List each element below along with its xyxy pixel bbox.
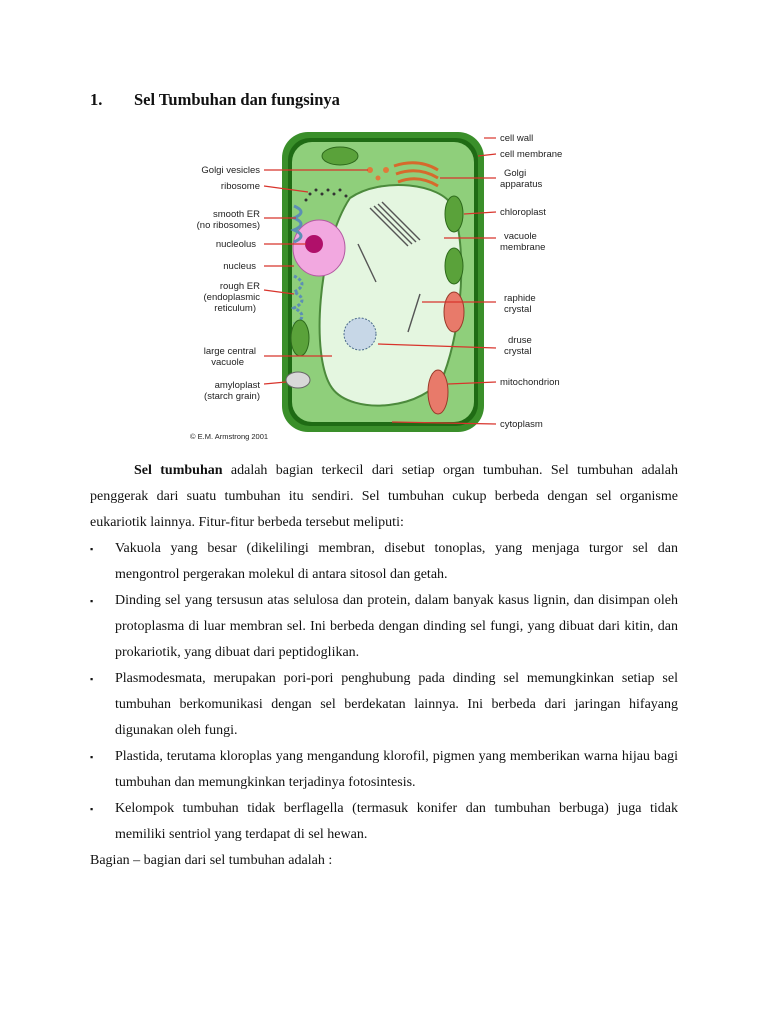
druse-crystal-shape: [344, 318, 376, 350]
amyloplast-shape: [286, 372, 310, 388]
label-smooth-er-note: (no ribosomes): [196, 220, 260, 231]
label-amyloplast: amyloplast: [214, 380, 260, 391]
label-mitochondrion: mitochondrion: [500, 377, 560, 388]
section-heading: [90, 90, 340, 110]
bullet-icon: ▪: [90, 544, 94, 554]
list-item: [90, 744, 678, 796]
list-item-text: Plasmodesmata, merupakan pori-pori penghubung pada dinding sel memungkinkan setiap sel tumbuhan berkomunikasi dengan sel berdekatan lainnya. Ini berbeda dari jaringan hifayang digunakan oleh fungi.: [115, 671, 678, 738]
plant-cell-diagram: [182, 126, 592, 448]
label-vacuole: vacuole: [211, 357, 244, 368]
label-druse: druse: [508, 335, 532, 346]
heading-number: 1.: [90, 90, 103, 109]
label-rough-er-note-1: (endoplasmic: [203, 292, 260, 303]
label-cell-membrane: cell membrane: [500, 149, 563, 160]
label-chloroplast: chloroplast: [500, 207, 546, 218]
closing-line: Bagian – bagian dari sel tumbuhan adalah :: [90, 853, 333, 868]
bullet-icon: ▪: [90, 752, 94, 762]
label-nucleus: nucleus: [223, 261, 256, 272]
bullet-icon: ▪: [90, 804, 94, 814]
label-rough-er: rough ER: [219, 281, 260, 292]
label-vacuole-membrane: membrane: [500, 242, 546, 253]
list-item-text: Plastida, terutama kloroplas yang mengandung klorofil, pigmen yang memberikan warna hijau bagi tumbuhan dan memungkinkan terjadinya fotosintesis.: [115, 749, 678, 790]
label-smooth-er: smooth ER: [213, 209, 260, 220]
label-raphide: raphide: [504, 293, 536, 304]
list-item: [90, 536, 678, 588]
intro-paragraph: [90, 458, 678, 536]
figure-credit: © E.M. Armstrong 2001: [190, 432, 269, 441]
feature-list: [90, 536, 678, 848]
label-golgi-vesicles: Golgi vesicles: [201, 165, 260, 176]
label-ribosome: ribosome: [220, 181, 260, 192]
list-item: [90, 796, 678, 848]
list-item-text: Vakuola yang besar (dikelilingi membran, disebut tonoplas, yang menjaga turgor sel dan mengontrol pergerakan molekul di antara sitosol dan getah.: [115, 541, 678, 582]
label-raphide-crystal: crystal: [504, 304, 532, 315]
label-large-central: large central: [203, 346, 256, 357]
body-text: [90, 458, 678, 874]
list-item: [90, 666, 678, 744]
heading-title: Sel Tumbuhan dan fungsinya: [134, 90, 340, 109]
label-rough-er-note-2: reticulum): [214, 303, 256, 314]
label-vacuole-top: vacuole: [504, 231, 537, 242]
label-golgi: Golgi: [504, 168, 527, 179]
intro-bold-term: Sel tumbuhan: [134, 463, 223, 478]
intro-text: adalah bagian terkecil dari setiap organ tumbuhan. Sel tumbuhan adalah penggerak dari suatu tumbuhan itu sendiri. Sel tumbuhan cukup berbeda dengan sel organisme eukariotik lainnya. Fitur-fitur berbeda tersebut meliputi:: [90, 463, 678, 530]
label-starch-grain: (starch grain): [204, 391, 260, 402]
bullet-icon: ▪: [90, 674, 94, 684]
label-golgi-apparatus: apparatus: [500, 179, 543, 190]
list-item-text: Kelompok tumbuhan tidak berflagella (termasuk konifer dan tumbuhan berbuga) juga tidak memiliki sentriol yang terdapat di sel hewan.: [115, 801, 678, 842]
nucleolus-shape: [305, 235, 323, 253]
label-cell-wall: cell wall: [500, 133, 534, 144]
label-cytoplasm: cytoplasm: [500, 419, 543, 430]
bullet-icon: ▪: [90, 596, 94, 606]
label-nucleolus: nucleolus: [215, 239, 256, 250]
list-item-text: Dinding sel yang tersusun atas selulosa dan protein, dalam banyak kasus lignin, dan disimpan oleh protoplasma di luar membran sel. Ini berbeda dengan dinding sel fungi, yang dibuat dari kitin, dan prokariotik, yang dibuat dari peptidoglikan.: [115, 593, 678, 660]
label-druse-crystal: crystal: [504, 346, 532, 357]
list-item: [90, 588, 678, 666]
